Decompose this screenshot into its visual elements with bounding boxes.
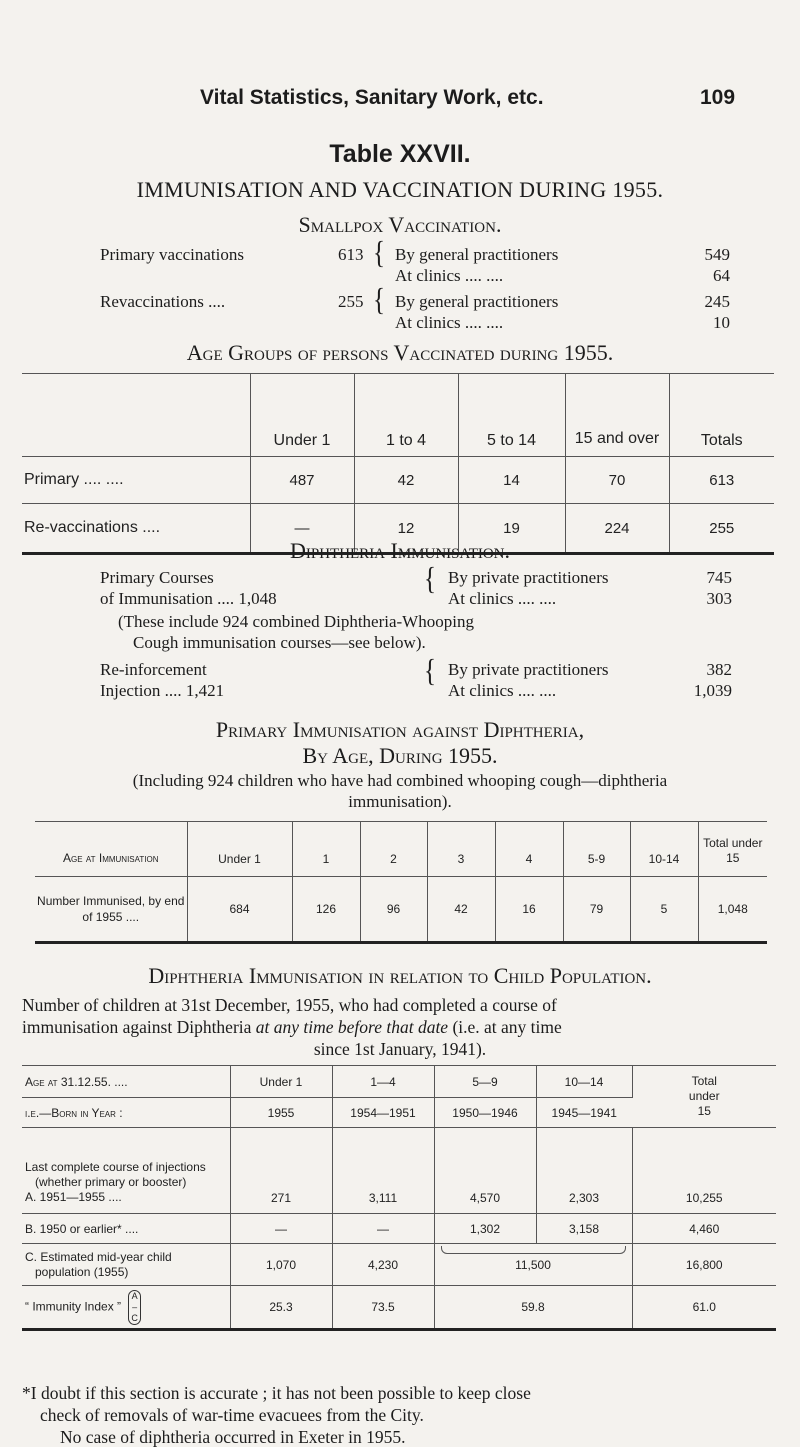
row-label: Re-vaccinations ....: [22, 504, 250, 554]
revacc-clinic-value: 10: [713, 313, 730, 332]
table-label: Table XXVII.: [329, 140, 471, 168]
revacc-gp-value: 245: [704, 292, 730, 311]
cell: 3,158: [536, 1214, 632, 1244]
col-header: Under 1: [187, 822, 292, 877]
row-label: Number Immunised, by end of 1955 ....: [35, 877, 187, 943]
cell: 3,111: [332, 1128, 434, 1214]
primary-clinic-value: 64: [713, 266, 730, 285]
cell: —: [230, 1214, 332, 1244]
cell: 73.5: [332, 1286, 434, 1330]
cell: 613: [669, 457, 774, 504]
reinf-gp-value: 382: [706, 660, 732, 679]
diphtheria-heading: Diphtheria Immunisation.: [289, 538, 511, 563]
merged-cell: 11,500: [434, 1244, 632, 1286]
reinforcement-l1: Re-inforcement: [100, 660, 207, 679]
age-groups-heading: Age Groups of persons Vaccinated during 1955.: [186, 340, 614, 365]
primary-gp-value: 549: [704, 245, 730, 264]
running-title: Vital Statistics, Sanitary Work, etc.: [200, 86, 544, 109]
child-population-table: [22, 1065, 776, 1331]
reinf-clinic: At clinics .... ....: [448, 681, 557, 700]
year-header: 1955: [230, 1098, 332, 1128]
col-header: Under 1: [230, 1066, 332, 1098]
age-header: Age at 31.12.55. ....: [22, 1066, 230, 1098]
reinf-clinic-value: 1,039: [693, 681, 732, 700]
col-header: 1: [292, 822, 360, 877]
cell: 4,230: [332, 1244, 434, 1286]
cell: 12: [354, 504, 458, 554]
cell: 42: [354, 457, 458, 504]
col-header: 1—4: [332, 1066, 434, 1098]
primary-clinic-label: At clinics .... ....: [395, 266, 504, 285]
row-a-label: Last complete course of injections (whether primary or booster) A. 1951—1955 ....: [22, 1128, 230, 1214]
primary-gp: By private practitioners: [448, 568, 609, 587]
grouping-brace-icon: [441, 1246, 626, 1254]
primary-age-table: [35, 821, 767, 944]
col-header: Under 1: [250, 374, 354, 457]
cell: 16,800: [632, 1244, 776, 1286]
child-pop-para-l3: since 1st January, 1941).: [313, 1039, 487, 1059]
revacc-total: 255: [338, 292, 364, 311]
revacc-gp-label: By general practitioners: [395, 292, 559, 311]
primary-age-sub-l1: (Including 924 children who have had combined whooping cough—diphtheria: [132, 771, 668, 790]
smallpox-heading: Smallpox Vaccination.: [298, 212, 502, 237]
cell: 1,048: [698, 877, 767, 943]
primary-age-heading-l2: By Age, During 1955.: [302, 743, 498, 768]
immunity-index-label: “ Immunity Index ” A – C: [22, 1286, 230, 1330]
reinf-gp: By private practitioners: [448, 660, 609, 679]
col-header: 10—14: [536, 1066, 632, 1098]
cell: 16: [495, 877, 563, 943]
child-pop-heading: Diphtheria Immunisation in relation to Child Population.: [148, 963, 652, 988]
primary-courses-l2: of Immunisation .... 1,048: [100, 589, 277, 608]
main-title: IMMUNISATION AND VACCINATION DURING 1955.: [136, 177, 664, 202]
born-header: i.e.—Born in Year :: [22, 1098, 230, 1128]
col-header: 5—9: [434, 1066, 536, 1098]
cell: 255: [669, 504, 774, 554]
revacc-clinic-label: At clinics .... ....: [395, 313, 504, 332]
col-header: 10-14: [630, 822, 698, 877]
brace-symbol: {: [373, 283, 385, 318]
cell: 42: [427, 877, 495, 943]
child-pop-para-l2: immunisation against Diphtheria at any time before that date (i.e. at any time: [22, 1017, 562, 1037]
year-header: 1954—1951: [332, 1098, 434, 1128]
footnote-l2: check of removals of war-time evacuees from the City.: [40, 1405, 424, 1425]
cell: 14: [458, 457, 565, 504]
brace-symbol: {: [424, 654, 436, 689]
cell: 10,255: [632, 1128, 776, 1214]
cell: 271: [230, 1128, 332, 1214]
primary-age-sub-l2: immunisation).: [348, 792, 452, 811]
cell: 5: [630, 877, 698, 943]
cell: 4,460: [632, 1214, 776, 1244]
reinforcement-l2: Injection .... 1,421: [100, 681, 225, 700]
page-number: 109: [700, 86, 736, 109]
primary-gp-value: 745: [706, 568, 732, 587]
cell: 1,302: [434, 1214, 536, 1244]
year-header: 1945—1941: [536, 1098, 632, 1128]
cell: 126: [292, 877, 360, 943]
brace-symbol: {: [373, 236, 385, 271]
total-header: Total under 15: [688, 1074, 720, 1118]
cell: 224: [565, 504, 669, 554]
col-header: Total under 15: [703, 836, 763, 865]
cell: 684: [187, 877, 292, 943]
row-b-label: B. 1950 or earlier* ....: [22, 1214, 230, 1244]
col-header: 5 to 14: [458, 374, 565, 457]
closing-statement: No case of diphtheria occurred in Exeter in 1955.: [60, 1427, 406, 1447]
cell: 4,570: [434, 1128, 536, 1214]
primary-age-heading-l1: Primary Immunisation against Diphtheria,: [215, 717, 585, 742]
col-header: 15 and over: [565, 374, 669, 457]
col-header: 3: [427, 822, 495, 877]
cell: 96: [360, 877, 427, 943]
cell: 70: [565, 457, 669, 504]
cell: 2,303: [536, 1128, 632, 1214]
cell: —: [332, 1214, 434, 1244]
cell: 79: [563, 877, 630, 943]
cell: 25.3: [230, 1286, 332, 1330]
cell: 487: [250, 457, 354, 504]
brace-symbol: {: [424, 562, 436, 597]
footnote-l1: *I doubt if this section is accurate ; it has not been possible to keep close: [22, 1383, 531, 1403]
age-row-header: Age at Immunisation: [35, 822, 187, 877]
col-header: Totals: [700, 432, 743, 449]
primary-vacc-label: Primary vaccinations: [100, 245, 244, 264]
year-header: 1950—1946: [434, 1098, 536, 1128]
cell: 1,070: [230, 1244, 332, 1286]
cell: 19: [458, 504, 565, 554]
col-header: 5-9: [563, 822, 630, 877]
age-groups-table: [22, 373, 774, 555]
cell: 61.0: [632, 1286, 776, 1330]
running-header: [0, 86, 800, 116]
combined-note-l2: Cough immunisation courses—see below).: [133, 633, 426, 652]
primary-gp-label: By general practitioners: [395, 245, 559, 264]
revacc-label: Revaccinations ....: [100, 292, 226, 311]
primary-vacc-total: 613: [338, 245, 364, 264]
col-header: 1 to 4: [354, 374, 458, 457]
cell: 59.8: [434, 1286, 632, 1330]
cell: —: [250, 504, 354, 554]
col-header: 4: [495, 822, 563, 877]
child-pop-para-l1: Number of children at 31st December, 1955, who had completed a course of: [22, 995, 557, 1015]
row-label: Primary .... ....: [22, 457, 250, 504]
primary-courses-l1: Primary Courses: [100, 568, 214, 587]
col-header: 2: [360, 822, 427, 877]
primary-clinic: At clinics .... ....: [448, 589, 557, 608]
primary-clinic-value: 303: [706, 589, 732, 608]
blank-header-cell: [22, 374, 250, 457]
row-c-label: C. Estimated mid-year child population (1955): [22, 1244, 230, 1286]
combined-note-l1: (These include 924 combined Diphtheria-Whooping: [118, 612, 474, 631]
